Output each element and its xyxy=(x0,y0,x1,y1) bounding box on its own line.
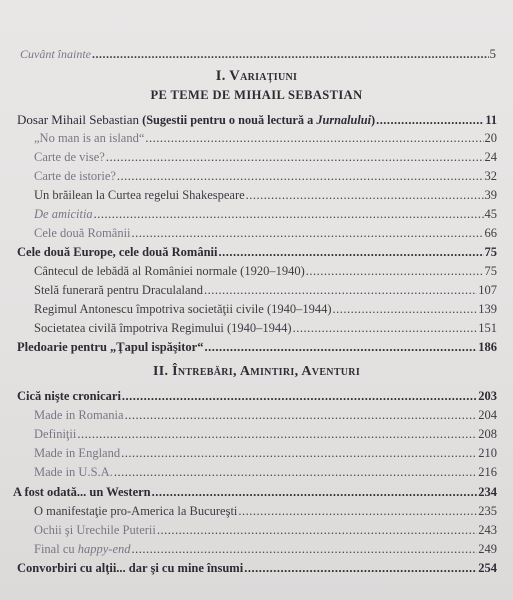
toc-page-number: 32 xyxy=(484,169,497,183)
toc-entry-title: Convorbiri cu alţii... dar şi cu mine însumi xyxy=(17,561,244,575)
toc-entry-sub xyxy=(34,523,497,538)
toc-entry-sub xyxy=(34,321,497,336)
toc-page-number: 107 xyxy=(478,283,497,297)
toc-page-number: 66 xyxy=(484,226,497,240)
section-heading-2: II. Întrebări, Amintiri, Aventuri xyxy=(152,364,361,379)
toc-entry-cronicari xyxy=(17,389,497,404)
toc-page-number: 186 xyxy=(478,340,497,354)
toc-page-number: 5 xyxy=(489,46,496,61)
toc-entry-sub xyxy=(34,465,497,480)
toc-page-number: 234 xyxy=(478,485,497,499)
toc-entry-title: Un brăilean la Curtea regelui Shakespeare xyxy=(34,188,245,202)
toc-entry-sub xyxy=(34,169,497,184)
toc-entry-intro xyxy=(20,46,496,62)
toc-page-number: 139 xyxy=(478,302,497,316)
toc-entry-title: Final cu happy-end xyxy=(34,542,131,556)
toc-page-number: 254 xyxy=(478,561,497,575)
toc-entry-title: „No man is an island“ xyxy=(34,131,145,145)
toc-entry-sub xyxy=(34,207,497,222)
toc-entry-sub xyxy=(34,226,497,241)
leader-dots xyxy=(117,169,484,184)
leader-dots xyxy=(157,523,477,538)
toc-entry-title: Definiţii xyxy=(34,427,77,441)
leader-dots xyxy=(204,340,477,355)
toc-page-number: 39 xyxy=(484,188,497,202)
toc-entry-title: Carte de istorie? xyxy=(34,169,116,183)
toc-entry-pledoarie xyxy=(17,340,497,355)
toc-entry-title: Cică nişte cronicari xyxy=(17,389,121,403)
toc-entry-title: De amicitia xyxy=(34,207,93,221)
leader-dots xyxy=(293,321,478,336)
toc-page-number: 75 xyxy=(484,245,497,259)
toc-entry-title: Carte de vise? xyxy=(34,150,105,164)
toc-page-number: 204 xyxy=(478,408,497,422)
toc-entry-europe xyxy=(17,245,497,260)
leader-dots xyxy=(333,302,478,317)
toc-page-number: 24 xyxy=(484,150,497,164)
toc-entry-convorbiri xyxy=(17,561,497,576)
leader-dots xyxy=(306,264,484,279)
leader-dots xyxy=(106,150,484,165)
toc-entry-title: A fost odată... un Western xyxy=(13,485,151,499)
toc-entry-western xyxy=(13,485,497,500)
toc-entry-sub xyxy=(34,408,497,423)
toc-page-number: 151 xyxy=(478,321,497,335)
leader-dots xyxy=(132,226,484,241)
toc-entry-sub xyxy=(34,283,497,298)
toc-entry-title: Regimul Antonescu împotriva societăţii civile (1940–1944) xyxy=(34,302,332,316)
toc-page-number: 75 xyxy=(484,264,497,278)
toc-entry-dosar xyxy=(17,112,497,128)
toc-entry-title: Made in Romania xyxy=(34,408,124,422)
toc-page-number: 210 xyxy=(478,446,497,460)
leader-dots xyxy=(132,542,478,557)
toc-page-number: 243 xyxy=(478,523,497,537)
toc-page-number: 208 xyxy=(478,427,497,441)
leader-dots xyxy=(92,47,489,62)
leader-dots xyxy=(376,113,484,128)
toc-entry-title: Ochii şi Urechile Puterii xyxy=(34,523,156,537)
toc-page-number: 11 xyxy=(485,113,497,127)
toc-entry-title: Made in England xyxy=(34,446,121,460)
toc-page-number: 203 xyxy=(478,389,497,403)
leader-dots xyxy=(204,283,477,298)
toc-entry-title: Dosar Mihail Sebastian (Sugestii pentru o nouă lectură a Jurnalului) xyxy=(17,112,376,127)
toc-entry-sub xyxy=(34,542,497,557)
toc-page-number: 45 xyxy=(484,207,497,221)
leader-dots xyxy=(94,207,484,222)
toc-entry-title: Societatea civilă împotriva Regimului (1940–1944) xyxy=(34,321,292,335)
toc-page-number: 235 xyxy=(478,504,497,518)
leader-dots xyxy=(244,561,477,576)
toc-entry-title: O manifestaţie pro-America la Bucureşti xyxy=(34,504,238,518)
toc-entry-title: Cele două Românii xyxy=(34,226,131,240)
leader-dots xyxy=(238,504,477,519)
leader-dots xyxy=(152,485,478,500)
toc-entry-sub xyxy=(34,446,497,461)
toc-entry-sub xyxy=(34,427,497,442)
toc-page-number: 20 xyxy=(484,131,497,145)
leader-dots xyxy=(114,465,477,480)
toc-page-number: 216 xyxy=(478,465,497,479)
toc-entry-title: Cuvânt înainte xyxy=(20,47,91,61)
leader-dots xyxy=(246,188,484,203)
toc-entry-sub xyxy=(34,188,497,203)
toc-entry-title: Stelă funerară pentru Draculaland xyxy=(34,283,204,297)
section-heading-1: I. Variaţiuni xyxy=(215,68,298,84)
toc-entry-sub xyxy=(34,131,497,146)
toc-entry-sub xyxy=(34,264,497,279)
toc-entry-sub xyxy=(34,504,497,519)
toc-entry-title: Cele două Europe, cele două Românii xyxy=(17,245,218,259)
toc-entry-title: Made in U.S.A. xyxy=(34,465,113,479)
leader-dots xyxy=(218,245,483,260)
leader-dots xyxy=(77,427,477,442)
toc-entry-title: Cântecul de lebădă al României normale (1920–1940) xyxy=(34,264,305,278)
section-subheading-1: PE TEME DE MIHAIL SEBASTIAN xyxy=(150,88,363,102)
leader-dots xyxy=(145,131,483,146)
toc-entry-sub xyxy=(34,150,497,165)
toc-page-number: 249 xyxy=(478,542,497,556)
toc-entry-sub xyxy=(34,302,497,317)
leader-dots xyxy=(122,389,477,404)
leader-dots xyxy=(125,408,478,423)
leader-dots xyxy=(121,446,477,461)
toc-entry-title: Pledoarie pentru „Ţapul ispăşitor“ xyxy=(17,340,204,354)
